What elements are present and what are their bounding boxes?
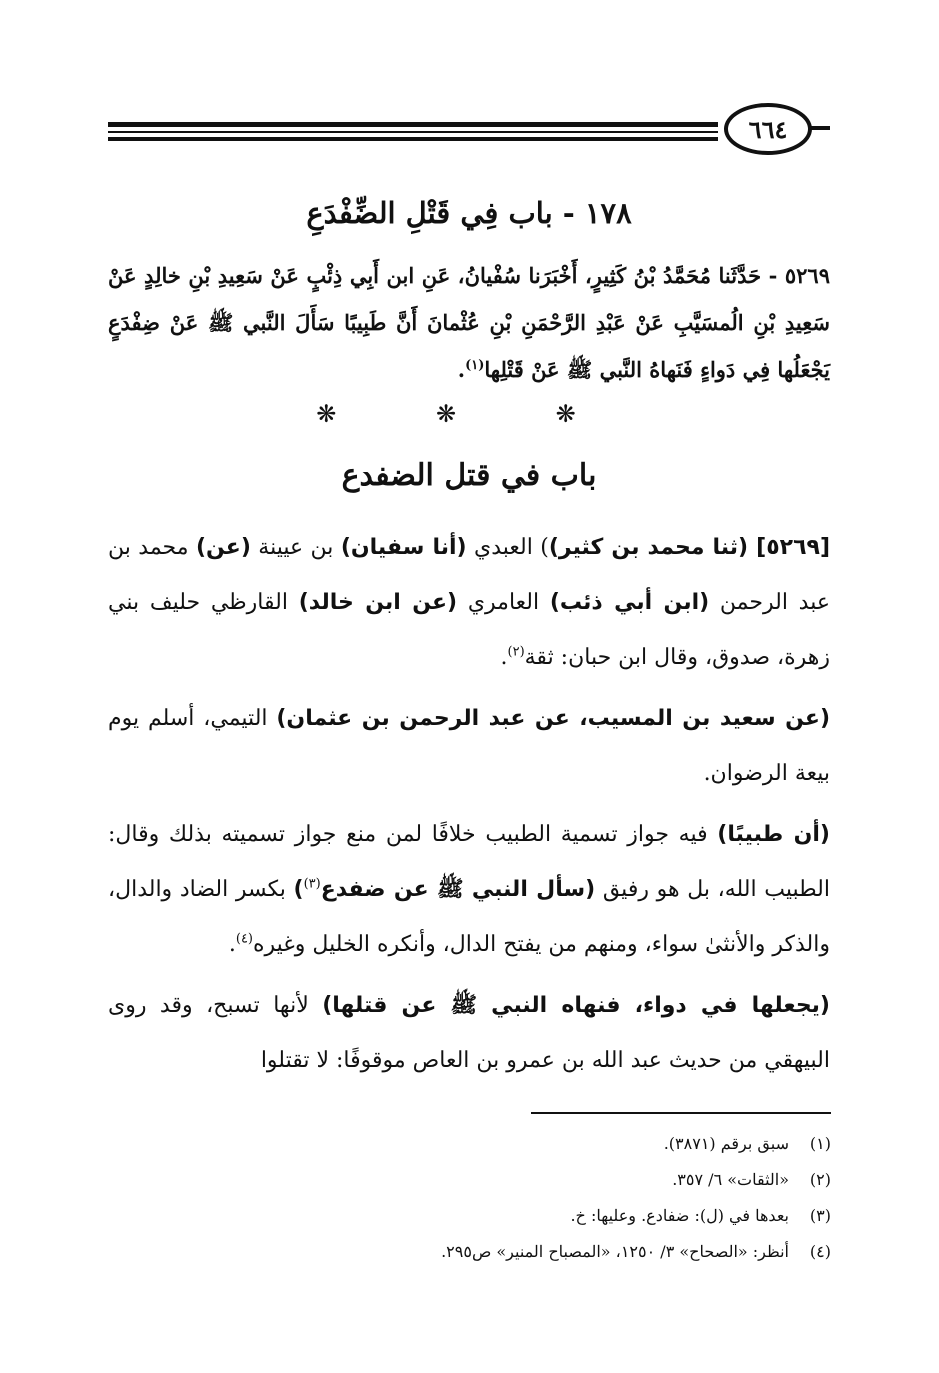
text: القارظي حليف بني زهرة، صدوق، وقال ابن حبان: ثقة (108, 590, 830, 670)
footnote (231, 1198, 831, 1234)
bold-text: (عن ابن خالد) (298, 590, 458, 615)
commentary-paragraph (108, 807, 830, 972)
commentary (108, 520, 830, 1094)
footnote-text: أنظر: «الصحاح» ٣/ ١٢٥٠، «المصباح المنير» ص٢٩٥. (441, 1242, 789, 1261)
text: التيمي، أسلم يوم بيعة الرضوان. (108, 706, 830, 786)
bold-text: (عن سعيد بن المسيب، عن عبد الرحمن بن عثمان) (276, 706, 830, 731)
header-rule (108, 122, 718, 127)
footnotes (231, 1126, 831, 1270)
footnote-ref: (٤) (235, 931, 253, 947)
text: فيه جواز تسمية الطبيب خلافًا لمن منع جواز تسميته بذلك وقال: الطبيب الله، بل هو رفيق (108, 822, 830, 902)
page-header (108, 100, 830, 160)
footnote-text: «الثقات» ٦/ ٣٥٧. (672, 1170, 789, 1189)
header-rule (108, 137, 718, 141)
commentary-paragraph (108, 978, 830, 1088)
text: لأنها تسبح، وقد روى البيهقي من حديث عبد الله بن عمرو بن العاص موقوفًا: لا تقتلوا (108, 993, 830, 1073)
footnote-number: (١) (809, 1134, 831, 1153)
hadith-end: . (457, 357, 466, 382)
footnote-ref: (١) (465, 358, 485, 373)
bold-text: [٥٢٦٩] (ثنا محمد بن كثير (558, 535, 831, 560)
commentary-heading: باب في قتل الضفدع (341, 458, 597, 493)
text: العامري (457, 590, 550, 615)
commentary-paragraph (108, 520, 830, 685)
footnote (231, 1126, 831, 1162)
footnote-text: بعدها في (ل): ضفادع. وعليها: خ. (570, 1206, 789, 1225)
footnote-number: (٤) (809, 1242, 831, 1261)
footnote (231, 1234, 831, 1270)
footnote (231, 1162, 831, 1198)
bold-text: (أنا سفيان) (340, 535, 467, 560)
footnote-ref: (٣) (303, 876, 321, 892)
bold-text: ) (548, 535, 559, 560)
bold-text: (يجعلها في دواء، فنهاه النبي ﷺ عن قتلها) (322, 993, 830, 1018)
text: بن عيينة (250, 535, 341, 560)
bold-text: (عن) (195, 535, 251, 560)
text: . (500, 645, 508, 670)
bold-text: (ابن أبي ذئب) (549, 590, 710, 615)
header-rule (108, 131, 718, 133)
section-separator: ❋ ❋ ❋ (316, 400, 622, 428)
chapter-heading: ١٧٨ - باب فِي قَتْلِ الضِّفْدَعِ (306, 196, 632, 230)
text: محمد بن عبد الرحمن (108, 535, 830, 615)
hadith-text (108, 252, 830, 393)
footnote-number: (٢) (809, 1170, 831, 1189)
text: . (228, 932, 236, 957)
page-number: ٦٦٤ (724, 103, 812, 155)
commentary-paragraph (108, 691, 830, 801)
bold-text: ) (293, 877, 304, 902)
text: ) العبدي (466, 535, 549, 560)
footnote-text: سبق برقم (٣٨٧١). (663, 1134, 789, 1153)
text: بكسر الضاد والدال، والذكر والأنثىٰ سواء، ومنهم من يفتح الدال، وأنكره الخليل وغيره (108, 877, 830, 957)
bold-text: (أن طبيبًا) (717, 822, 830, 847)
hadith-body: ٥٢٦٩ - حَدَّثَنا مُحَمَّدُ بْنُ كَثِيرٍ، أَخْبَرَنا سُفْيانُ، عَنِ ابن أَبِي ذِئْبٍ عَنْ سَعِيدِ بْنِ خالِدٍ عَنْ سَعِيدِ بْنِ الُمسَيَّبِ عَنْ عَبْدِ الرَّحْمَنِ بْنِ عُثْمانَ أَنَّ طَبِيبًا سَأَلَ النَّبي ﷺ عَنْ ضِفْدَعٍ يَجْعَلُها فِي دَواءٍ فَنَهاهُ النَّبي ﷺ عَنْ قَتْلِها (108, 263, 830, 382)
bold-text: (سأل النبي ﷺ عن ضفدع (320, 877, 596, 902)
footnote-ref: (٢) (507, 644, 525, 660)
footnote-number: (٣) (809, 1206, 831, 1225)
footnote-divider (531, 1112, 831, 1114)
